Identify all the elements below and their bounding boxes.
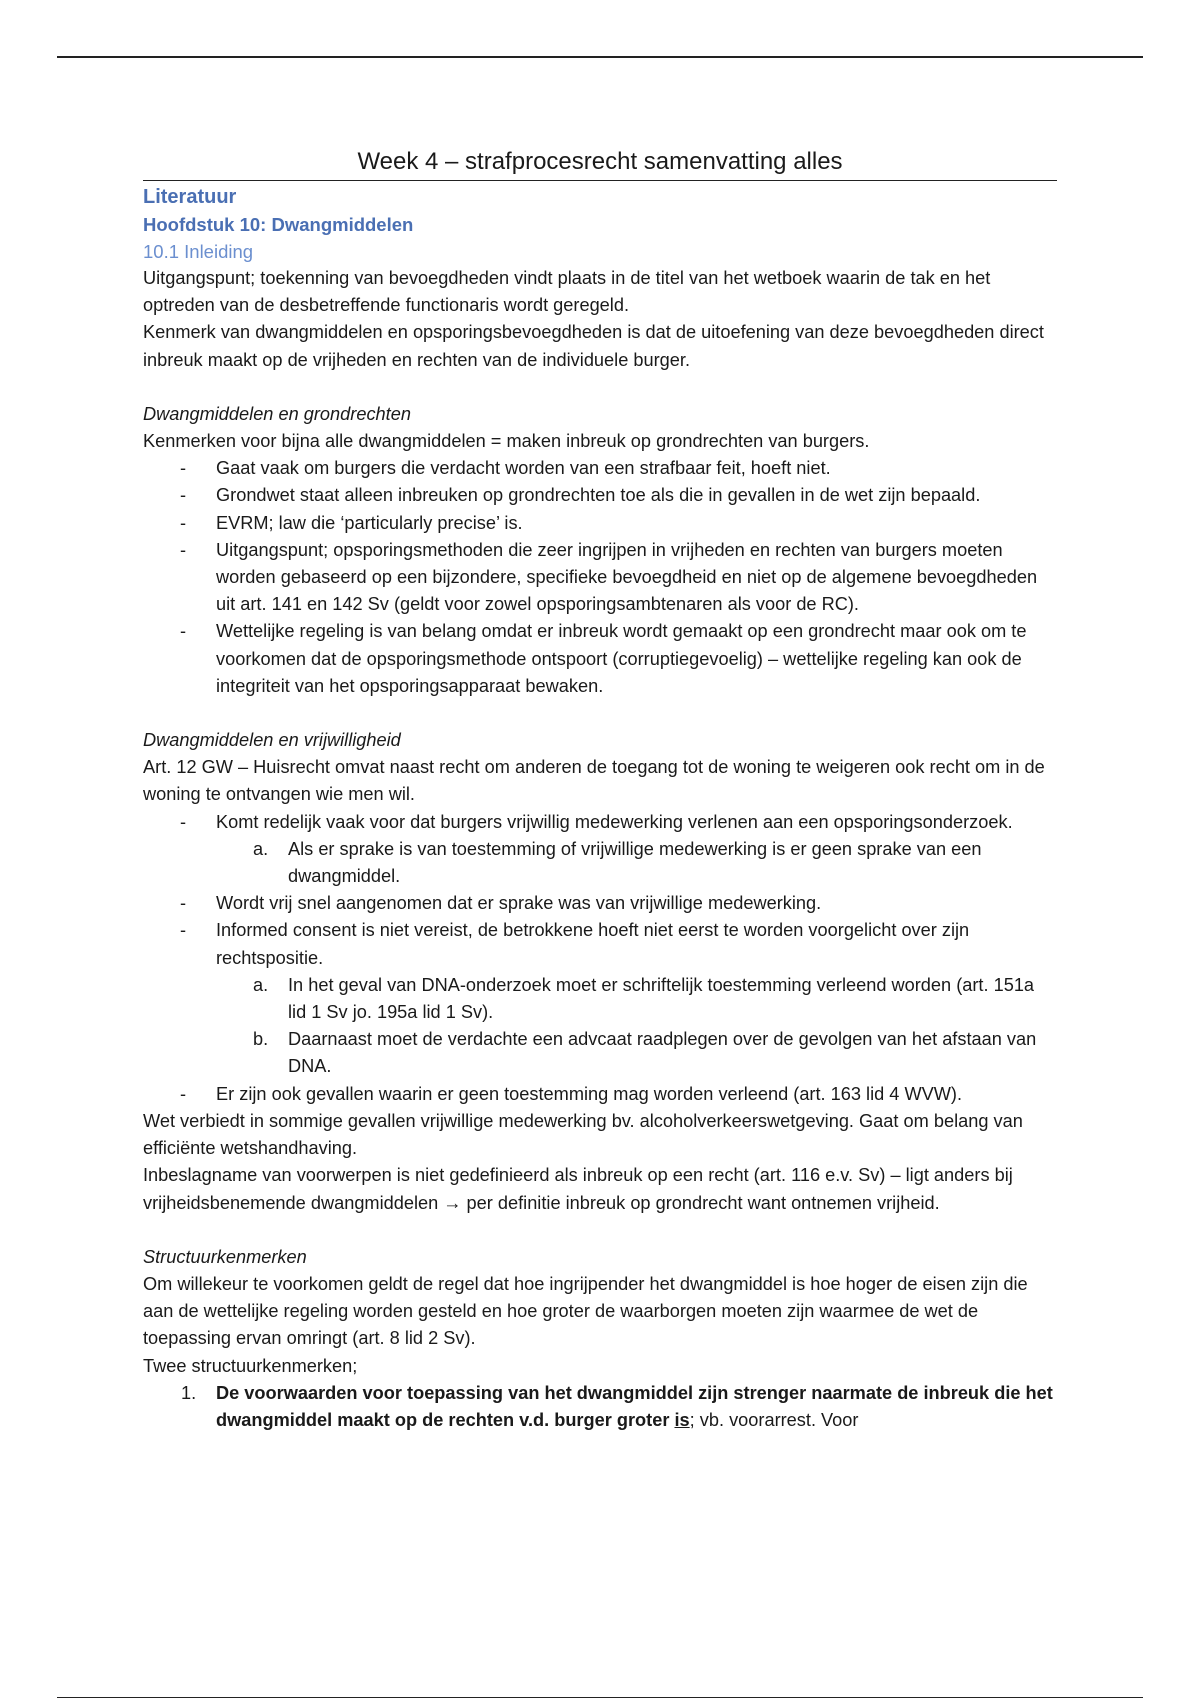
paragraph: Uitgangspunt; toekenning van bevoegdheden vindt plaats in de titel van het wetboek waarin de tak en het optreden van de desbetreffende functionaris wordt geregeld. — [143, 268, 991, 316]
sub-list-item: b. Daarnaast moet de verdachte een advcaat raadplegen over de gevolgen van het afstaan van DNA. — [253, 1029, 1037, 1077]
paragraph: Twee structuurkenmerken; — [143, 1355, 358, 1376]
header-rule — [57, 56, 1143, 58]
footer-rule — [57, 1697, 1143, 1698]
subheading: Dwangmiddelen en vrijwilligheid — [143, 730, 401, 751]
list-item: - Wordt vrij snel aangenomen dat er sprake was van vrijwillige medewerking. — [180, 893, 822, 914]
subheading: Dwangmiddelen en grondrechten — [143, 403, 411, 424]
heading-literatuur: Literatuur — [143, 186, 237, 208]
subheading: Structuurkenmerken — [143, 1246, 307, 1267]
list-item: - Uitgangspunt; opsporingsmethoden die zeer ingrijpen in vrijheden en rechten van burgers moeten worden gebaseerd op een bijzondere, specifieke bevoegdheid en niet op de algemene bevoegdheden uit art. 141 en 142 Sv (geldt voor zowel opsporingsambtenaren als voor de RC). — [180, 539, 1038, 615]
paragraph: Wet verbiedt in sommige gevallen vrijwillige medewerking bv. alcoholverkeerswetgeving. Gaat om belang van efficiënte wetshandhaving. — [143, 1110, 1023, 1159]
list-item: - Wettelijke regeling is van belang omdat er inbreuk wordt gemaakt op een grondrecht maar ook om te voorkomen dat de opsporingsmethode ontspoort (corruptiegevoelig) – wettelijke regeling kan ook de integriteit van het opsporingsapparaat bewaken. — [180, 621, 1027, 696]
paragraph: Kenmerk van dwangmiddelen en opsporingsbevoegdheden is dat de uitoefening van deze bevoegdheden direct inbreuk maakt op de vrijheden en rechten van de individuele burger. — [143, 322, 1044, 370]
document-title: Week 4 – strafprocesrecht samenvatting alles — [143, 146, 1057, 181]
heading-section: 10.1 Inleiding — [143, 241, 254, 262]
sub-list-item: a. Als er sprake is van toestemming of vrijwillige medewerking is er geen sprake van een dwangmiddel. — [253, 838, 982, 887]
list-item: - Er zijn ook gevallen waarin er geen toestemming mag worden verleend (art. 163 lid 4 WVW). — [180, 1083, 963, 1104]
list-item: - Komt redelijk vaak voor dat burgers vrijwillig medewerking verlenen aan een opsporingsonderzoek. — [180, 811, 1013, 832]
list-item: - Grondwet staat alleen inbreuken op grondrechten toe als die in gevallen in de wet zijn bepaald. — [180, 485, 981, 506]
paragraph: Kenmerken voor bijna alle dwangmiddelen = maken inbreuk op grondrechten van burgers. — [143, 431, 870, 452]
numbered-item: 1. De voorwaarden voor toepassing van het dwangmiddel zijn strenger naarmate de inbreuk die het dwangmiddel maakt op de rechten v.d. burger groter is; vb. voorarrest. Voor — [181, 1382, 1053, 1430]
sub-list-item: a. In het geval van DNA-onderzoek moet er schriftelijk toestemming verleend worden (art. 151a lid 1 Sv jo. 195a lid 1 Sv). — [253, 974, 1035, 1023]
heading-chapter: Hoofdstuk 10: Dwangmiddelen — [143, 214, 414, 235]
list-item: - Gaat vaak om burgers die verdacht worden van een strafbaar feit, hoeft niet. — [180, 458, 831, 479]
paragraph: Om willekeur te voorkomen geldt de regel dat hoe ingrijpender het dwangmiddel is hoe hoger de eisen zijn die aan de wettelijke regeling worden gesteld en hoe groter de waarborgen moeten zijn waarmee de wet de toepassing ervan omringt (art. 8 lid 2 Sv). — [143, 1273, 1028, 1349]
document-page — [143, 146, 1057, 1434]
paragraph: Art. 12 GW – Huisrecht omvat naast recht om anderen de toegang tot de woning te weigeren ook recht om in de woning te ontvangen wie men wil. — [143, 757, 1045, 805]
list-item: - Informed consent is niet vereist, de betrokkene hoeft niet eerst te worden voorgelicht over zijn rechtspositie. — [180, 920, 970, 968]
paragraph: Inbeslagname van voorwerpen is niet gedefinieerd als inbreuk op een recht (art. 116 e.v. Sv) – ligt anders bij vrijheidsbenemende dwangmiddelen → per definitie inbreuk op grondrecht want ontnemen vrijheid. — [143, 1165, 1013, 1213]
list-item: - EVRM; law die ‘particularly precise’ is. — [180, 512, 523, 533]
